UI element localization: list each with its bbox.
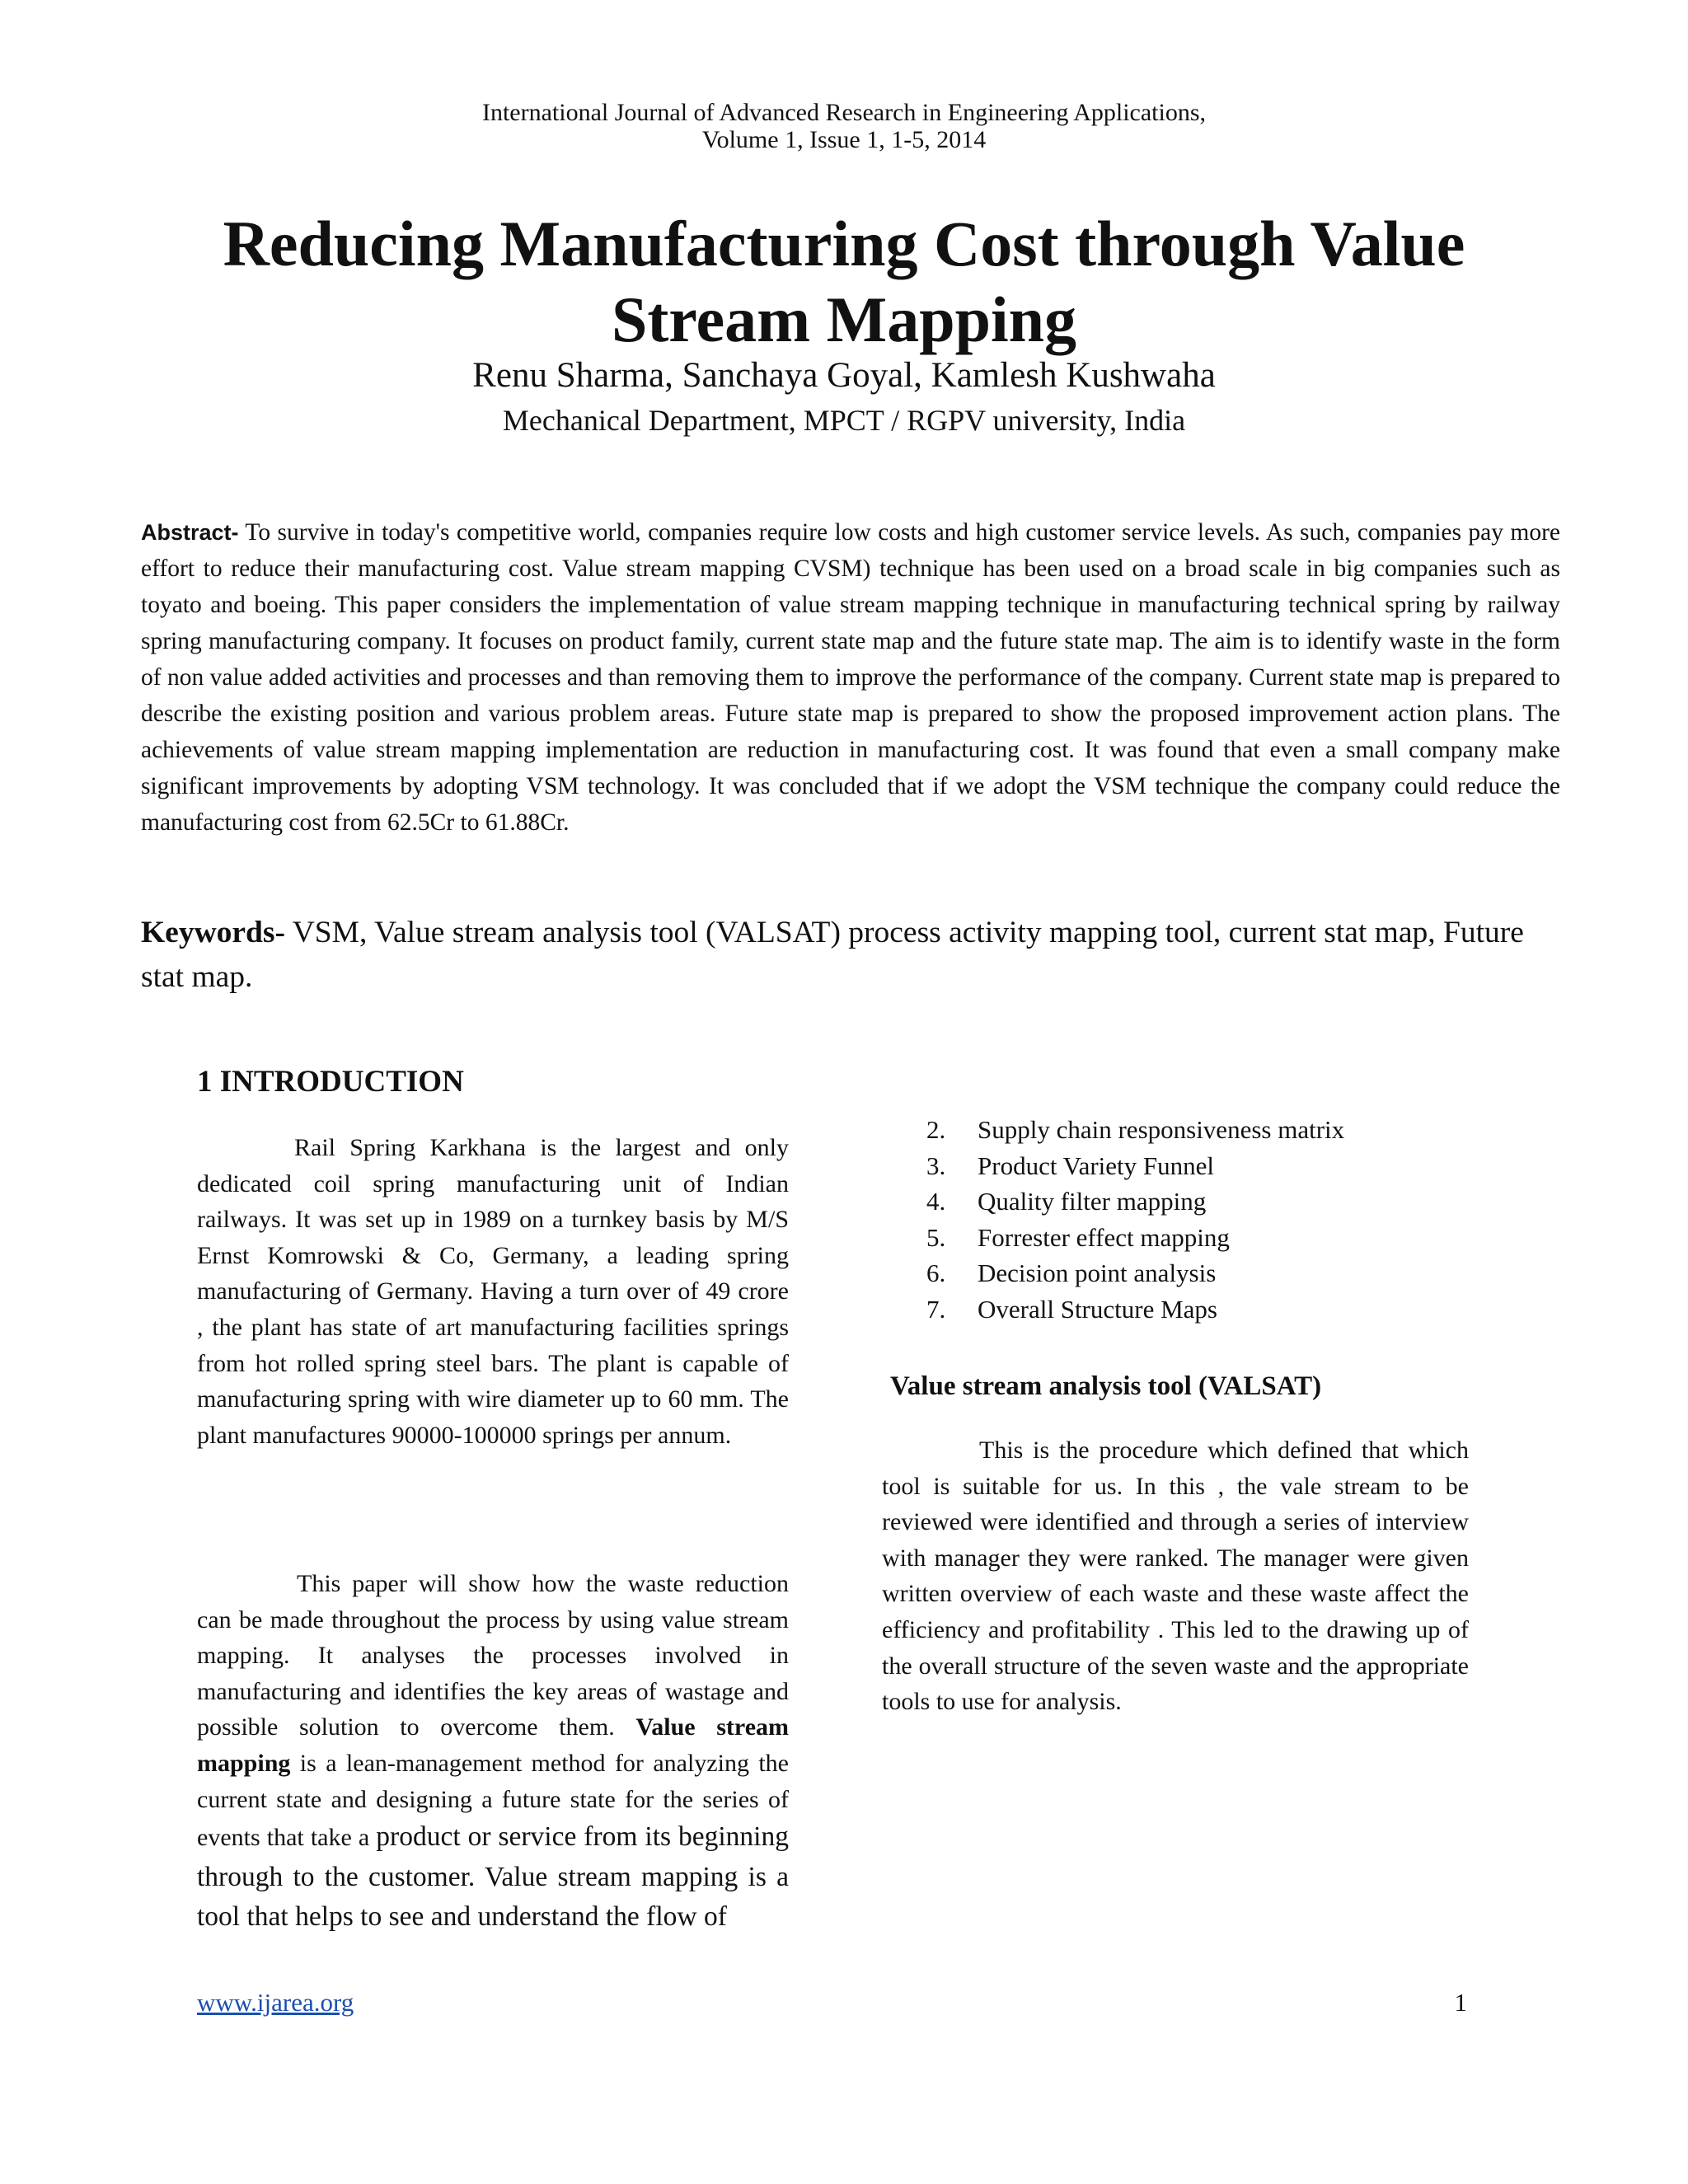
list-item: [926, 1148, 1503, 1184]
journal-header: [0, 99, 1688, 153]
list-item-number: 3.: [926, 1151, 946, 1180]
list-item-label: Decision point analysis: [978, 1258, 1217, 1288]
list-item-number: 5.: [926, 1222, 946, 1252]
list-item-label: Forrester effect mapping: [978, 1222, 1230, 1252]
abstract-text: To survive in today's competitive world, companies require low costs and high customer service levels. As such, companies pay more effort to reduce their manufacturing cost. Value stream mapping CVSM) technique has been used on a broad scale in big companies such as toyato and boeing. This paper considers the implementation of value stream mapping technique in manufacturing technical spring by railway spring manufacturing company. It focuses on product family, current state map and the future state map. The aim is to identify waste in the form of non value added activities and processes and than removing them to improve the performance of the company. Current state map is prepared to describe the existing position and various problem areas. Future state map is prepared to show the proposed improvement action plans. The achievements of value stream mapping implementation are reduction in manufacturing cost. It was found that even a small company make significant improvements by adopting VSM technology. It was concluded that if we adopt the VSM technique the company could reduce the manufacturing cost from 62.5Cr to 61.88Cr.: [141, 519, 1560, 836]
intro-para1-text: Rail Spring Karkhana is the largest and only dedicated coil spring manufacturing unit of Indian railways. It was set up in 1989 on a turnkey basis by M/S Ernst Komrowski & Co, Germany, a leading spring manufacturing of Germany. Having a turn over of 49 crore , the plant has state of art manufacturing facilities springs from hot rolled spring steel bars. The plant is capable of manufacturing spring with wire diameter up to 60 mm. The plant manufactures 90000-100000 springs per annum.: [197, 1134, 789, 1449]
list-item: [926, 1255, 1503, 1291]
list-item: [926, 1112, 1503, 1148]
list-item: [926, 1183, 1503, 1220]
list-item-label: Product Variety Funnel: [978, 1151, 1215, 1180]
journal-volume: Volume 1, Issue 1, 1-5, 2014: [701, 126, 987, 153]
page-number: 1: [1454, 1988, 1467, 2017]
introduction-paragraph-1: [197, 1130, 789, 1453]
keywords-label: Keywords-: [141, 916, 285, 949]
intro-para2-start: This paper will show how the waste reduction can be made throughout the process by using value stream mapping. It analyses the processes involved in manufacturing and identifies the key areas of wastage and possible solution to overcome them.: [197, 1570, 789, 1741]
keywords: [141, 911, 1560, 1000]
valsat-tools-list: [926, 1112, 1503, 1328]
title-line-2: Stream Mapping: [611, 284, 1077, 355]
list-item-number: 4.: [926, 1187, 946, 1216]
abstract-label: Abstract-: [141, 520, 239, 545]
list-item-number: 6.: [926, 1258, 946, 1288]
valsat-paragraph: [882, 1432, 1469, 1720]
introduction-paragraph-2: [197, 1566, 789, 1937]
abstract: [141, 514, 1560, 841]
list-item-number: 7.: [926, 1294, 946, 1324]
paper-title: [99, 206, 1589, 358]
list-item-label: Supply chain responsiveness matrix: [978, 1115, 1345, 1144]
section-heading-introduction: 1 INTRODUCTION: [197, 1065, 464, 1099]
intro-para2-mid: is a lean-management method for analyzing the current state and designing a future state for the series of events that take a: [197, 1749, 790, 1852]
list-item-label: Overall Structure Maps: [978, 1294, 1217, 1324]
journal-name: International Journal of Advanced Research in Engineering Applications,: [481, 99, 1207, 126]
footer-website-link[interactable]: www.ijarea.org: [197, 1988, 354, 2017]
affiliation: Mechanical Department, MPCT / RGPV university, India: [502, 404, 1186, 437]
list-item: [926, 1220, 1503, 1256]
valsat-text: This is the procedure which defined that which tool is suitable for us. In this , the vale stream to be reviewed were identified and through a series of interview with manager they were ranked. The manager were given written overview of each waste and these waste affect the efficiency and profitability . This led to the drawing up of the overall structure of the seven waste and the appropriate tools to use for analysis.: [882, 1436, 1469, 1716]
authors: Renu Sharma, Sanchaya Goyal, Kamlesh Kushwaha: [472, 356, 1216, 395]
list-item-number: 2.: [926, 1115, 946, 1144]
section-heading-valsat: Value stream analysis tool (VALSAT): [890, 1371, 1322, 1401]
keywords-text: VSM, Value stream analysis tool (VALSAT) process activity mapping tool, current stat map, Future stat map.: [141, 916, 1524, 994]
title-line-1: Reducing Manufacturing Cost through Value: [223, 208, 1465, 279]
intro-para2-large: product or service from its beginning through to the customer. Value stream mapping is a tool that helps to see and understand the flow of: [197, 1821, 789, 1932]
intro-para2-bold-term: Value stream mapping: [197, 1713, 789, 1777]
list-item-label: Quality filter mapping: [978, 1187, 1207, 1216]
list-item: [926, 1291, 1503, 1328]
